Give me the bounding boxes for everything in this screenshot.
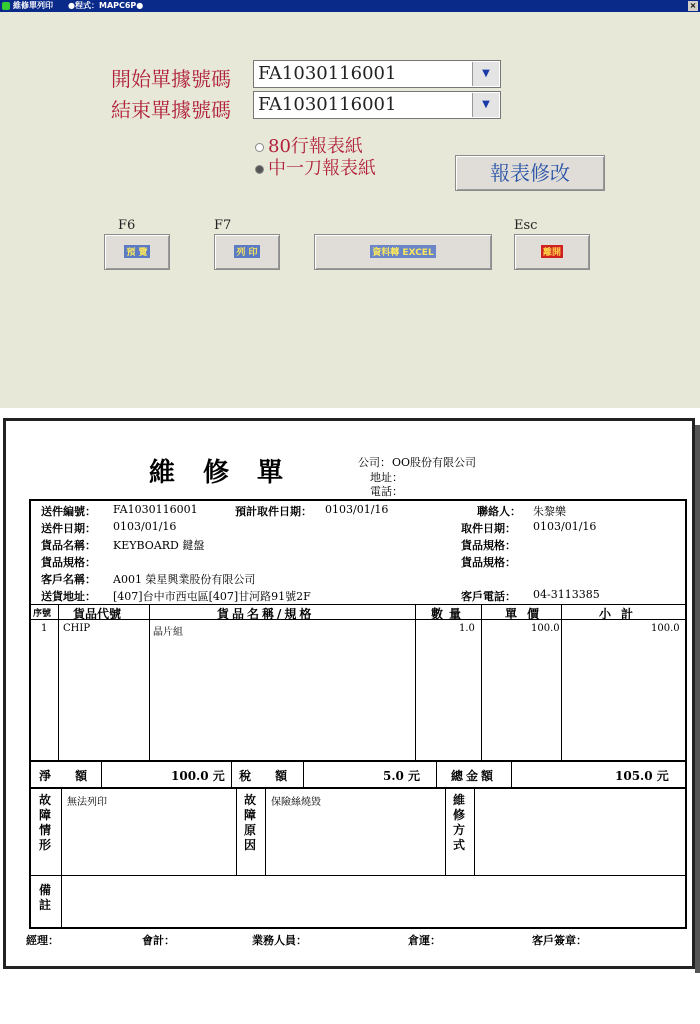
- method-label: 維修方式: [453, 793, 466, 852]
- grid-line: [31, 619, 685, 620]
- end-number-combo[interactable]: [253, 91, 501, 119]
- grid-line: [561, 604, 562, 760]
- pickup-date-label: 取件日期：: [461, 522, 516, 535]
- contact-value: 朱黎樂: [533, 505, 566, 518]
- row-code: CHIP: [63, 623, 91, 634]
- col-name: 貨品名稱/規格: [217, 607, 315, 621]
- radio-selected-icon[interactable]: [255, 165, 264, 174]
- end-number-value: FA1030116001: [258, 94, 397, 115]
- col-subtotal: 小計: [599, 607, 644, 621]
- grid-line: [415, 604, 416, 760]
- phone-label: 電話：: [370, 485, 403, 498]
- spec-label-right-2: 貨品規格：: [461, 556, 516, 569]
- radio-80-label: 80行報表紙: [268, 136, 363, 157]
- radio-half-sheet[interactable]: [255, 154, 376, 180]
- spec-label-right-1: 貨品規格：: [461, 539, 516, 552]
- total-value: 105.0 元: [615, 769, 669, 783]
- grid-line: [101, 760, 102, 787]
- customer-phone-value: 04-3113385: [533, 588, 600, 601]
- grid-line: [31, 787, 685, 789]
- pickup-est-value: 0103/01/16: [325, 503, 389, 516]
- send-no-label: 送件編號：: [41, 505, 96, 518]
- customer-phone-label: 客戶電話：: [461, 590, 516, 603]
- col-price: 單價: [505, 607, 550, 621]
- pickup-date-value: 0103/01/16: [533, 520, 597, 533]
- remark-label: 備註: [39, 883, 52, 912]
- warehouse-label: 倉運：: [408, 934, 441, 947]
- report-table: [29, 499, 687, 929]
- esc-key-label: Esc: [514, 218, 538, 233]
- start-number-combo[interactable]: [253, 60, 501, 88]
- row-price: 100.0: [531, 623, 560, 634]
- row-name: 晶片組: [153, 627, 183, 638]
- grid-line: [149, 604, 150, 760]
- pickup-est-label: 預計取件日期：: [235, 505, 312, 518]
- col-code: 貨品代號: [73, 607, 122, 621]
- grid-line: [511, 760, 512, 787]
- cause-label: 故障原因: [244, 793, 257, 852]
- manager-label: 經理：: [26, 934, 59, 947]
- fault-label: 故障情形: [39, 793, 52, 852]
- col-seq: 序號: [33, 609, 52, 619]
- address-label: 地址：: [370, 471, 403, 484]
- page-shadow: [695, 425, 700, 973]
- goods-name-value: KEYBOARD 鍵盤: [113, 539, 205, 552]
- grid-line: [236, 787, 237, 875]
- app-icon: [2, 2, 10, 10]
- total-label: 總金額: [451, 769, 497, 783]
- f7-key-label: F7: [214, 218, 232, 233]
- grid-line: [481, 604, 482, 760]
- grid-line: [58, 604, 59, 760]
- window-title: 維修單列印: [13, 1, 53, 10]
- radio-half-label: 中一刀報表紙: [268, 158, 376, 179]
- ship-address-value: [407]台中市西屯區[407]甘河路91號2F: [113, 590, 311, 603]
- company-name: OO股份有限公司: [392, 456, 477, 469]
- ship-address-label: 送貨地址：: [41, 590, 96, 603]
- export-excel-button[interactable]: [314, 234, 492, 270]
- start-number-value: FA1030116001: [258, 63, 397, 84]
- spec-label-left: 貨品規格：: [41, 556, 96, 569]
- contact-label: 聯絡人：: [477, 505, 521, 518]
- repair-order-report: [3, 418, 695, 969]
- grid-line: [31, 604, 685, 605]
- net-label: 淨 額: [39, 769, 98, 783]
- preview-button[interactable]: [104, 234, 170, 270]
- grid-line: [474, 787, 475, 875]
- report-modify-button[interactable]: 報表修改: [455, 155, 605, 191]
- customer-label: 客戶名稱：: [41, 573, 96, 586]
- export-excel-label: 資料轉 EXCEL: [370, 245, 435, 258]
- grid-line: [265, 787, 266, 875]
- grid-line: [61, 787, 62, 927]
- f6-key-label: F6: [118, 218, 136, 233]
- program-name: ●程式：MAPC6P●: [68, 1, 144, 10]
- dropdown-arrow-icon[interactable]: ▼: [472, 62, 499, 86]
- radio-icon[interactable]: [255, 143, 264, 152]
- cause-value: 保險絲燒毀: [271, 797, 321, 808]
- dropdown-arrow-icon[interactable]: ▼: [472, 93, 499, 117]
- company-label: 公司：: [358, 456, 391, 469]
- send-date-value: 0103/01/16: [113, 520, 177, 533]
- net-value: 100.0 元: [171, 769, 225, 783]
- end-number-label: 結束單據號碼: [111, 98, 231, 122]
- send-no-value: FA1030116001: [113, 503, 198, 516]
- tax-label: 稅 額: [239, 769, 298, 783]
- print-button[interactable]: [214, 234, 280, 270]
- exit-label: 離開: [541, 245, 563, 258]
- start-number-label: 開始單據號碼: [111, 67, 231, 91]
- customer-value: A001 榮星興業股份有限公司: [113, 573, 256, 586]
- sales-label: 業務人員：: [252, 934, 307, 947]
- grid-line: [303, 760, 304, 787]
- row-seq: 1: [41, 623, 48, 634]
- goods-name-label: 貨品名稱：: [41, 539, 96, 552]
- print-label: 列 印: [234, 245, 259, 258]
- grid-line: [445, 787, 446, 875]
- grid-line: [436, 760, 437, 787]
- accounting-label: 會計：: [142, 934, 175, 947]
- signature-label: 客戶簽章：: [532, 934, 587, 947]
- preview-label: 預 覽: [124, 245, 149, 258]
- send-date-label: 送件日期：: [41, 522, 96, 535]
- grid-line: [231, 760, 232, 787]
- col-qty: 數量: [431, 607, 468, 621]
- grid-line: [31, 760, 685, 762]
- fault-value: 無法列印: [67, 797, 107, 808]
- close-icon[interactable]: ×: [689, 1, 697, 10]
- row-subtotal: 100.0: [651, 623, 680, 634]
- title-bar: [0, 0, 700, 12]
- tax-value: 5.0 元: [383, 769, 421, 783]
- grid-line: [31, 875, 685, 876]
- exit-button[interactable]: [514, 234, 590, 270]
- print-window: [0, 0, 700, 408]
- row-qty: 1.0: [459, 623, 475, 634]
- report-title: 維修單: [149, 458, 312, 488]
